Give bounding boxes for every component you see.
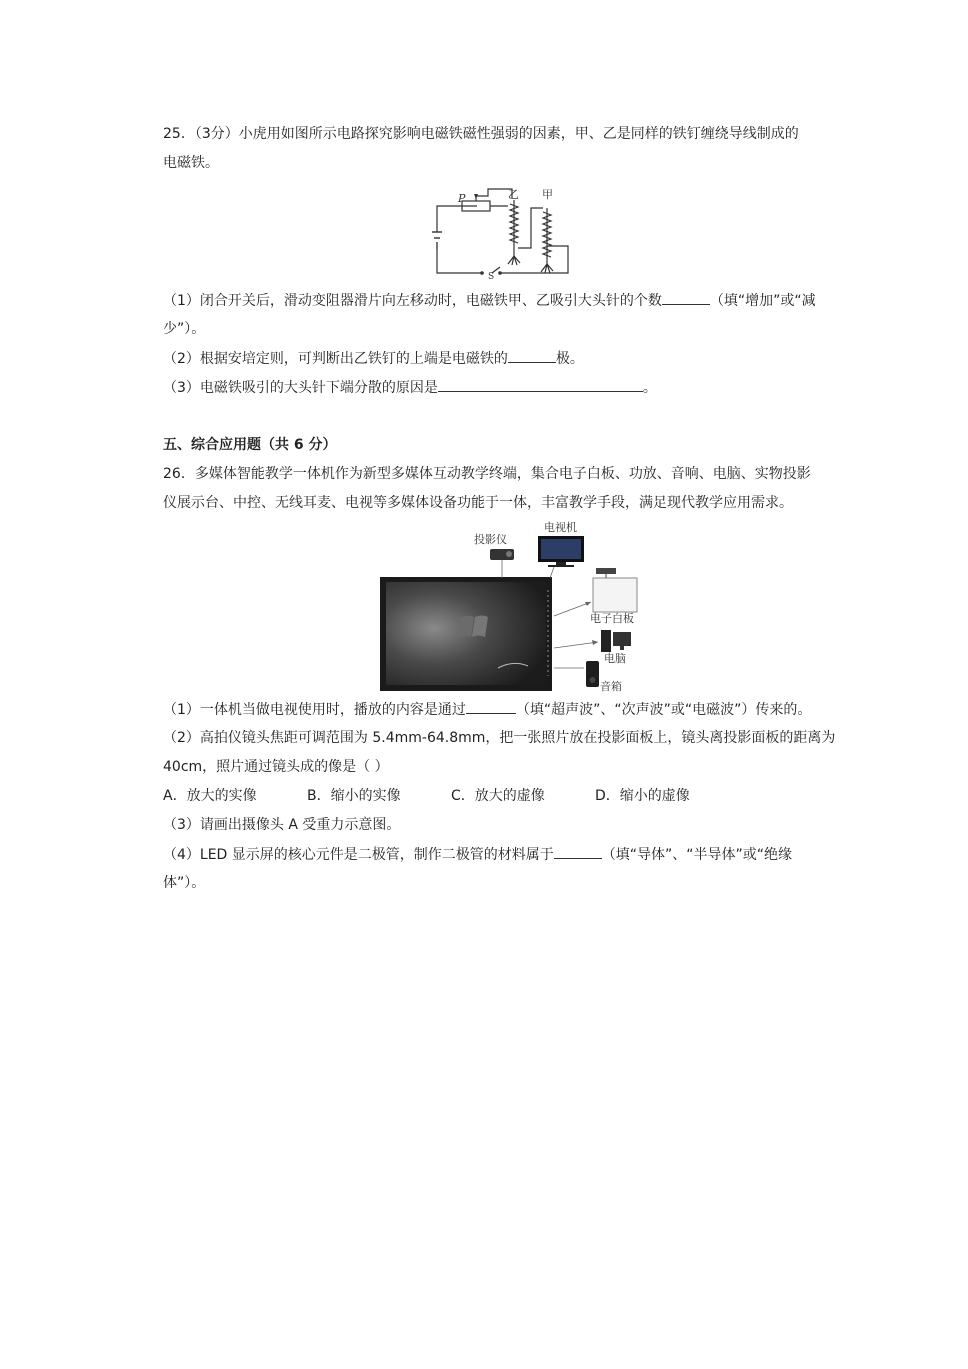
q25-sub2-suffix: 极。 (555, 351, 584, 367)
q26-sub1 (163, 699, 811, 720)
q25-sub2-blank[interactable] (508, 348, 556, 363)
circuit-drawing (430, 186, 580, 284)
circuit-label-yi: 乙 (508, 188, 519, 201)
q26-sub1-text: （1）一体机当做电视使用时，播放的内容是通过 (163, 702, 466, 718)
q26-sub1-hint: （填“超声波”、“次声波”或“电磁波”）传来的。 (515, 702, 812, 718)
q26-sub2-line1: （2）高拍仪镜头焦距可调范围为 5.4mm-64.8mm，把一张照片放在投影面板上，镜头离投影面板的距离为 (163, 730, 836, 746)
q26-sub4-line2: 体”）。 (163, 875, 206, 891)
option-a[interactable]: A．放大的实像 (163, 788, 257, 804)
q26-sub4-blank[interactable] (554, 844, 602, 859)
q26-stem-line2: 仪展示台、中控、无线耳麦、电视等多媒体设备功能于一体，丰富教学手段，满足现代教学应用需求。 (163, 495, 793, 511)
q25-sub3 (163, 377, 657, 398)
label-projector: 投影仪 (474, 533, 507, 546)
q25-sub3-suffix: 。 (642, 380, 657, 396)
q25-sub3-text: （3）电磁铁吸引的大头针下端分散的原因是 (163, 380, 438, 396)
q26-sub3: （3）请画出摄像头 A 受重力示意图。 (163, 817, 401, 833)
label-computer: 电脑 (604, 652, 626, 665)
q26-sub4-text: （4）LED 显示屏的核心元件是二极管，制作二极管的材料属于 (163, 847, 554, 863)
q25-sub1-line1 (163, 290, 816, 311)
q25-stem-line2: 电磁铁。 (163, 155, 219, 171)
q25-sub3-blank[interactable] (438, 377, 643, 392)
section5-title: 五、综合应用题（共 6 分） (163, 437, 337, 453)
circuit-label-s: S (488, 272, 495, 282)
q26-sub4-line1 (163, 844, 792, 865)
label-whiteboard: 电子白板 (590, 612, 634, 625)
q25-stem-line1: 25．（3分）小虎用如图所示电路探究影响电磁铁磁性强弱的因素，甲、乙是同样的铁钉缠绕导线制成的 (163, 126, 799, 142)
q25-sub2 (163, 348, 584, 369)
q26-sub4-hint: （填“导体”、“半导体”或“绝缘 (601, 847, 793, 863)
label-tv: 电视机 (544, 521, 577, 534)
q26-sub2-line2: 40cm，照片通过镜头成的像是（ ） (163, 759, 389, 775)
multimedia-figure (378, 518, 648, 694)
q25-sub1-hint: （填“增加”或“减 (709, 293, 816, 309)
option-c[interactable]: C．放大的虚像 (451, 788, 545, 804)
q25-sub2-text: （2）根据安培定则，可判断出乙铁钉的上端是电磁铁的 (163, 351, 508, 367)
q25-sub1-text: （1）闭合开关后，滑动变阻器滑片向左移动时，电磁铁甲、乙吸引大头针的个数 (163, 293, 662, 309)
circuit-diagram (430, 186, 580, 284)
multimedia-drawing (378, 518, 648, 694)
q26-sub1-blank[interactable] (466, 699, 516, 714)
q25-sub1-line2: 少”）。 (163, 321, 206, 337)
q25-sub1-blank[interactable] (662, 290, 710, 305)
option-b[interactable]: B．缩小的实像 (307, 788, 401, 804)
option-d[interactable]: D．缩小的虚像 (595, 788, 690, 804)
q26-stem-line1: 26．多媒体智能教学一体机作为新型多媒体互动教学终端，集合电子白板、功放、音响、电脑、实物投影 (163, 466, 811, 482)
circuit-label-p: P (458, 192, 466, 205)
label-speaker: 音箱 (600, 680, 622, 693)
circuit-label-jia: 甲 (542, 188, 553, 201)
